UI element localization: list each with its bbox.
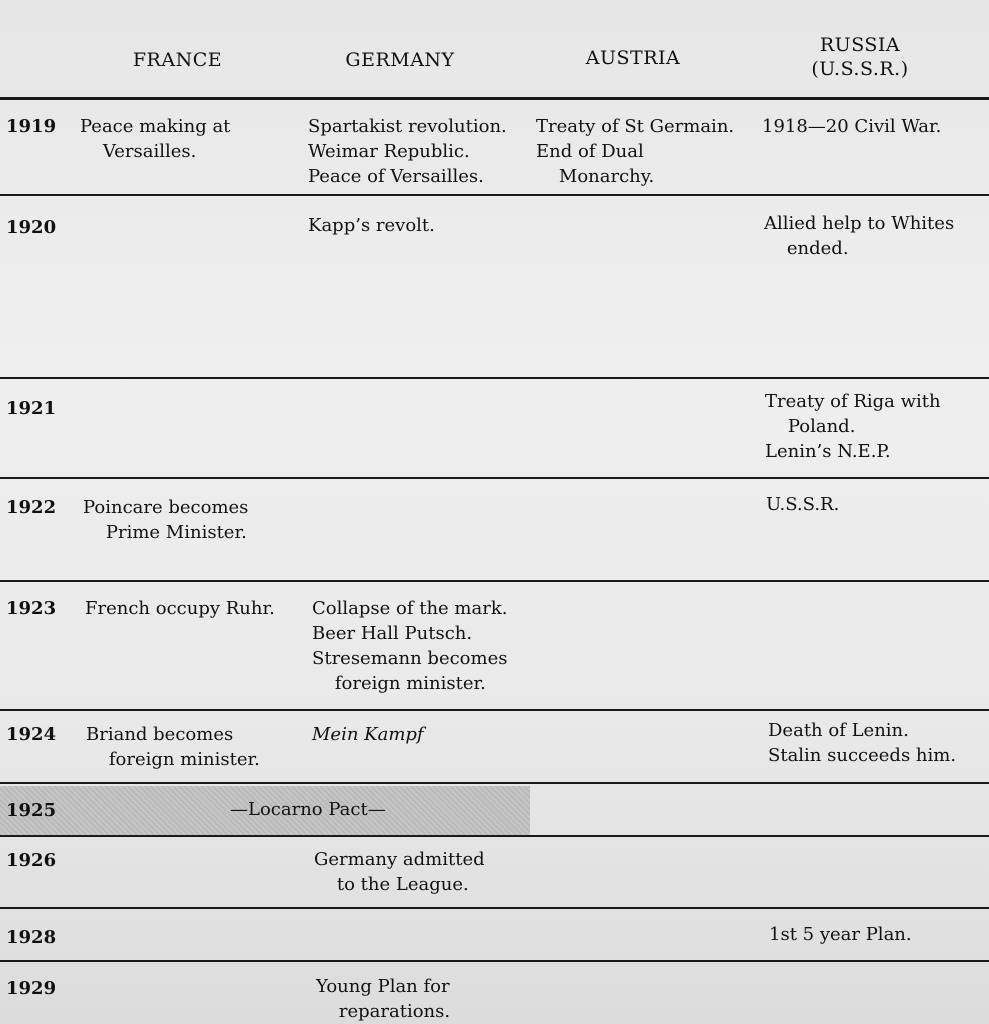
cell-germany-1920: Kapp’s revolt. xyxy=(308,215,435,236)
cell-france-1923: French occupy Ruhr. xyxy=(85,598,275,619)
year-1923: 1923 xyxy=(6,598,57,619)
row-rule xyxy=(0,709,989,711)
row-rule xyxy=(0,907,989,909)
cell-germany-1924: Mein Kampf xyxy=(312,724,424,745)
row-rule xyxy=(0,782,989,784)
cell-france-1922: Poincare becomes Prime Minister. xyxy=(83,497,249,543)
row-rule xyxy=(0,835,989,837)
header-germany: GERMANY xyxy=(345,49,455,71)
cell-germany-1929: Young Plan for reparations. xyxy=(316,976,451,1022)
year-1924: 1924 xyxy=(6,724,57,745)
header-russia-line1: RUSSIA xyxy=(819,34,901,56)
header-russia-line2: (U.S.S.R.) xyxy=(811,58,909,80)
year-1925: 1925 xyxy=(6,800,57,821)
cell-russia-1924: Death of Lenin. Stalin succeeds him. xyxy=(768,720,957,766)
header-france: FRANCE xyxy=(132,49,223,71)
cell-france-1919: Peace making at Versailles. xyxy=(80,116,231,162)
cell-austria-1919: Treaty of St Germain. End of Dual Monarchy. xyxy=(536,116,735,187)
row-rule xyxy=(0,377,989,379)
year-1919: 1919 xyxy=(6,116,57,137)
year-1922: 1922 xyxy=(6,497,57,518)
year-1928: 1928 xyxy=(6,927,57,948)
cell-france-1924: Briand becomes foreign minister. xyxy=(86,724,260,770)
cell-germany-1919: Spartakist revolution. Weimar Republic. Peace of Versailles. xyxy=(308,116,507,187)
cell-russia-1920: Allied help to Whites ended. xyxy=(764,213,955,259)
row-rule xyxy=(0,194,989,196)
cell-germany-1923: Collapse of the mark. Beer Hall Putsch. Stresemann becomes foreign minister. xyxy=(312,598,508,694)
cell-russia-1919: 1918—20 Civil War. xyxy=(762,116,942,137)
locarno-pact: —Locarno Pact— xyxy=(230,799,386,820)
row-rule xyxy=(0,960,989,962)
header-austria: AUSTRIA xyxy=(585,47,681,69)
row-rule xyxy=(0,580,989,582)
header-rule xyxy=(0,97,989,100)
year-1926: 1926 xyxy=(6,850,57,871)
cell-germany-1926: Germany admitted to the League. xyxy=(314,849,485,895)
cell-russia-1928: 1st 5 year Plan. xyxy=(769,924,912,945)
cell-russia-1922: U.S.S.R. xyxy=(766,494,840,515)
cell-russia-1921: Treaty of Riga with Poland. Lenin’s N.E.P. xyxy=(765,391,941,462)
year-1929: 1929 xyxy=(6,978,57,999)
year-1921: 1921 xyxy=(6,398,57,419)
row-rule xyxy=(0,477,989,479)
header-russia xyxy=(790,33,930,81)
year-1920: 1920 xyxy=(6,217,57,238)
